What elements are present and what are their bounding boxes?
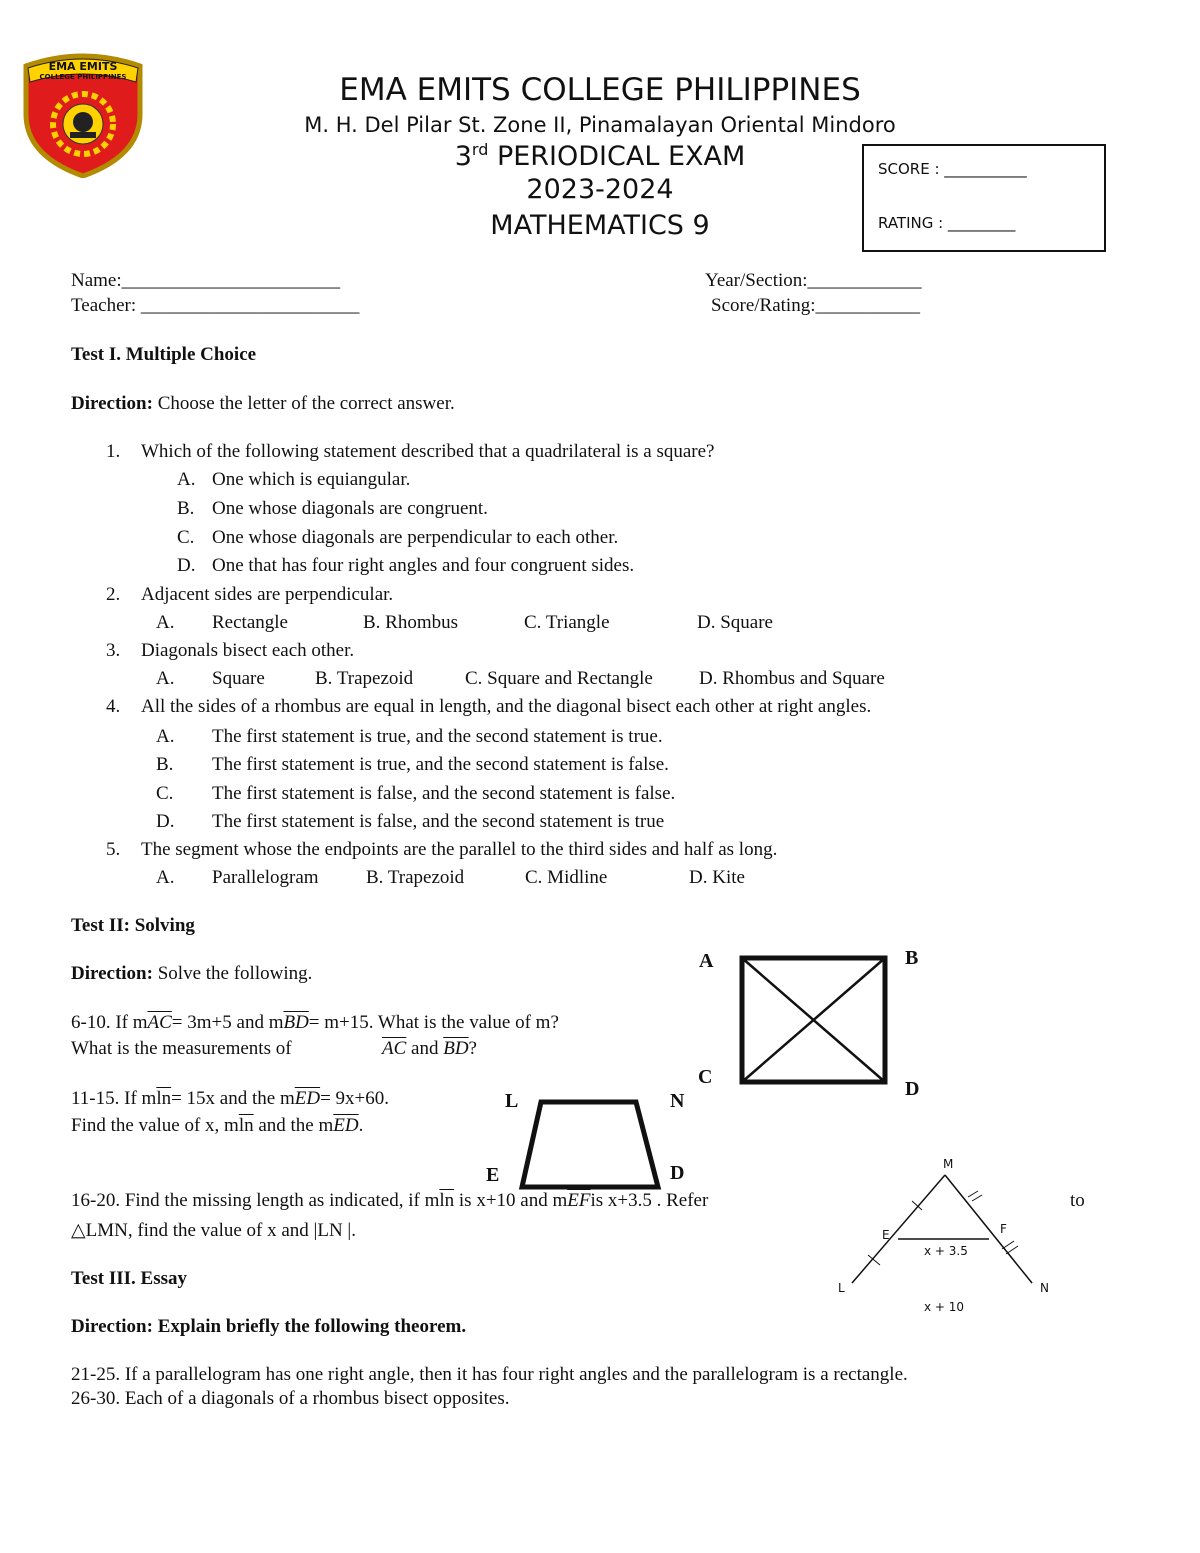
side-ml <box>852 1175 945 1283</box>
teacher-field[interactable]: Teacher: _______________________ <box>71 295 360 316</box>
q3-opt-d[interactable]: D. Rhombus and Square <box>699 668 885 689</box>
school-year: 2023-2024 <box>526 174 674 205</box>
q4-opt-a-letter: A. <box>156 726 175 747</box>
segment-bd: $\overline{BD}$ <box>283 1012 309 1033</box>
score-box <box>862 144 1106 252</box>
square-label-b: B <box>905 947 919 969</box>
rating-label: RATING : _________ <box>878 214 1016 232</box>
q4-opt-d[interactable]: The first statement is false, and the second statement is true <box>212 811 665 832</box>
triangle-label-f: F <box>1000 1222 1007 1236</box>
q4-opt-c[interactable]: The first statement is false, and the second statement is false. <box>212 783 676 804</box>
p3-suffix: is x+3.5 . Refer <box>590 1190 709 1211</box>
trapezoid-label-l: L <box>505 1090 519 1112</box>
test1-direction-label: Direction: <box>71 393 153 414</box>
problem-6-10-line2 <box>71 1038 292 1060</box>
q4-text: All the sides of a rhombus are equal in length, and the diagonal bisect each other at right angles. <box>141 696 872 717</box>
segment-ln: $\overline{ln}$ <box>156 1088 172 1109</box>
p1-suffix: = m+15. What is the value of m? <box>308 1012 559 1033</box>
q1-opt-c-letter: C. <box>177 527 195 548</box>
q5-opt-d[interactable]: D. Kite <box>689 867 745 888</box>
q3-opt-a-letter: A. <box>156 668 175 689</box>
triangle-label-l: L <box>838 1281 845 1295</box>
test2-direction <box>71 963 312 985</box>
p1-line2-prefix: What is the measurements of <box>71 1038 292 1059</box>
trapezoid-label-d: D <box>670 1162 685 1184</box>
q1-opt-c[interactable]: One whose diagonals are perpendicular to each other. <box>212 527 619 548</box>
test3-direction: Direction: Explain briefly the following theorem. <box>71 1316 467 1337</box>
triangle-figure <box>840 1155 1050 1305</box>
square-label-c: C <box>698 1066 713 1088</box>
q1-num: 1. <box>106 441 121 462</box>
segment-ef: $\overline{EF}$ <box>567 1190 591 1211</box>
exam-title-text: PERIODICAL EXAM <box>488 141 746 172</box>
p1-prefix: 6-10. If m <box>71 1012 148 1033</box>
q4-opt-a[interactable]: The first statement is true, and the second statement is true. <box>212 726 663 747</box>
name-field[interactable]: Name:_______________________ <box>71 270 341 291</box>
p1-line2-and: and <box>406 1038 444 1059</box>
score-rating-field[interactable]: Score/Rating:___________ <box>711 295 920 316</box>
q2-text: Adjacent sides are perpendicular. <box>141 584 394 605</box>
q5-opt-b[interactable]: B. Trapezoid <box>366 867 465 888</box>
q1-opt-b-letter: B. <box>177 498 195 519</box>
p3-prefix: 16-20. Find the missing length as indicated, if m <box>71 1190 440 1211</box>
q1-opt-d[interactable]: One that has four right angles and four congruent sides. <box>212 555 635 576</box>
q1-opt-a-letter: A. <box>177 469 196 490</box>
problem-11-15 <box>71 1088 389 1110</box>
q1-opt-d-letter: D. <box>177 555 196 576</box>
q4-opt-c-letter: C. <box>156 783 174 804</box>
trapezoid-label-e: E <box>486 1164 500 1186</box>
school-address: M. H. Del Pilar St. Zone II, Pinamalayan Oriental Mindoro <box>304 113 896 137</box>
trapezoid-label-n: N <box>670 1090 685 1112</box>
q3-opt-b[interactable]: B. Trapezoid <box>315 668 414 689</box>
q2-opt-d[interactable]: D. Square <box>697 612 773 633</box>
triangle-label-m: M <box>943 1157 954 1171</box>
tick-mark <box>972 1195 982 1201</box>
q5-opt-a[interactable]: Parallelogram <box>212 867 319 888</box>
problem-6-10 <box>71 1012 559 1034</box>
square-label-d: D <box>905 1078 920 1100</box>
triangle-label-ef: x + 3.5 <box>924 1244 968 1258</box>
p1-mid: = 3m+5 and m <box>171 1012 284 1033</box>
test2-title: Test II: Solving <box>71 915 195 936</box>
test1-title: Test I. Multiple Choice <box>71 344 257 365</box>
segment-ln-2: $\overline{ln}$ <box>238 1115 254 1136</box>
triangle-label-n: N <box>1040 1281 1049 1295</box>
q4-opt-d-letter: D. <box>156 811 175 832</box>
test1-direction-text: Choose the letter of the correct answer. <box>152 393 455 414</box>
subject: MATHEMATICS 9 <box>490 210 710 241</box>
segment-bd-2: $\overline{BD}$ <box>443 1038 469 1059</box>
q1-opt-b[interactable]: One whose diagonals are congruent. <box>212 498 488 519</box>
logo-top-text: EMA EMITS <box>48 60 118 73</box>
square-figure <box>735 952 895 1090</box>
problem-11-15-line2 <box>71 1115 363 1137</box>
q1-opt-a[interactable]: One which is equiangular. <box>212 469 411 490</box>
test1-direction <box>71 393 455 415</box>
segment-ac-2: $\overline{AC}$ <box>382 1038 407 1059</box>
essay-item-21-25: 21-25. If a parallelogram has one right angle, then it has four right angles and the parallelogram is a rectangle. <box>71 1364 908 1385</box>
essay-item-26-30: 26-30. Each of a diagonals of a rhombus bisect opposites. <box>71 1388 510 1409</box>
p1-line2-suffix: ? <box>468 1038 477 1059</box>
p2-suffix: = 9x+60. <box>320 1088 389 1109</box>
p2-line2-mid: and the m <box>253 1115 334 1136</box>
problem-16-20-line2: △LMN, find the value of x and |LN |. <box>71 1220 356 1241</box>
segment-ln-3: $\overline{ln}$ <box>439 1190 455 1211</box>
logo-bottom-text: COLLEGE PHILIPPINES <box>39 73 127 81</box>
q3-opt-a[interactable]: Square <box>212 668 265 689</box>
tick-mark <box>968 1191 978 1197</box>
triangle-label-ln: x + 10 <box>924 1300 965 1314</box>
segment-ac: $\overline{AC}$ <box>147 1012 172 1033</box>
q2-opt-a-letter: A. <box>156 612 175 633</box>
exam-ordinal-suffix: rd <box>471 140 489 159</box>
p2-mid: = 15x and the m <box>171 1088 295 1109</box>
segment-ed: $\overline{ED}$ <box>294 1088 321 1109</box>
p3-to: to <box>1070 1190 1085 1211</box>
q3-text: Diagonals bisect each other. <box>141 640 355 661</box>
q5-text: The segment whose the endpoints are the parallel to the third sides and half as long. <box>141 839 778 860</box>
p3-mid: is x+10 and m <box>454 1190 568 1211</box>
q5-opt-a-letter: A. <box>156 867 175 888</box>
school-name: EMA EMITS COLLEGE PHILIPPINES <box>339 72 861 108</box>
exam-ordinal-number: 3 <box>454 141 472 172</box>
square-label-a: A <box>699 950 714 972</box>
q4-opt-b[interactable]: The first statement is true, and the second statement is false. <box>212 754 669 775</box>
tick-mark <box>1002 1241 1014 1249</box>
q5-opt-c[interactable]: C. Midline <box>525 867 608 888</box>
segment-ed-2: $\overline{ED}$ <box>333 1115 359 1136</box>
q3-num: 3. <box>106 640 121 661</box>
q2-opt-a[interactable]: Rectangle <box>212 612 288 633</box>
p2-prefix: 11-15. If m <box>71 1088 157 1109</box>
q1-text: Which of the following statement described that a quadrilateral is a square? <box>141 441 715 462</box>
p2-line2-suffix: . <box>358 1115 364 1136</box>
q3-opt-c[interactable]: C. Square and Rectangle <box>465 668 653 689</box>
q4-num: 4. <box>106 696 121 717</box>
q4-opt-b-letter: B. <box>156 754 174 775</box>
trapezoid-outline <box>522 1102 658 1187</box>
tick-mark <box>1006 1246 1018 1254</box>
q2-opt-b[interactable]: B. Rhombus <box>363 612 459 633</box>
test3-title: Test III. Essay <box>71 1268 187 1289</box>
q2-opt-c[interactable]: C. Triangle <box>524 612 610 633</box>
p2-line2-prefix: Find the value of x, m <box>71 1115 239 1136</box>
score-label: SCORE : ___________ <box>878 160 1027 178</box>
q2-num: 2. <box>106 584 121 605</box>
side-mn <box>945 1175 1032 1283</box>
trapezoid-figure <box>515 1095 665 1195</box>
problem-6-10-line2-segments <box>382 1038 477 1060</box>
year-section-field[interactable]: Year/Section:____________ <box>705 270 922 291</box>
q5-num: 5. <box>106 839 121 860</box>
test2-direction-text: Solve the following. <box>152 963 313 984</box>
triangle-label-e: E <box>882 1228 890 1242</box>
test2-direction-label: Direction: <box>71 963 153 984</box>
